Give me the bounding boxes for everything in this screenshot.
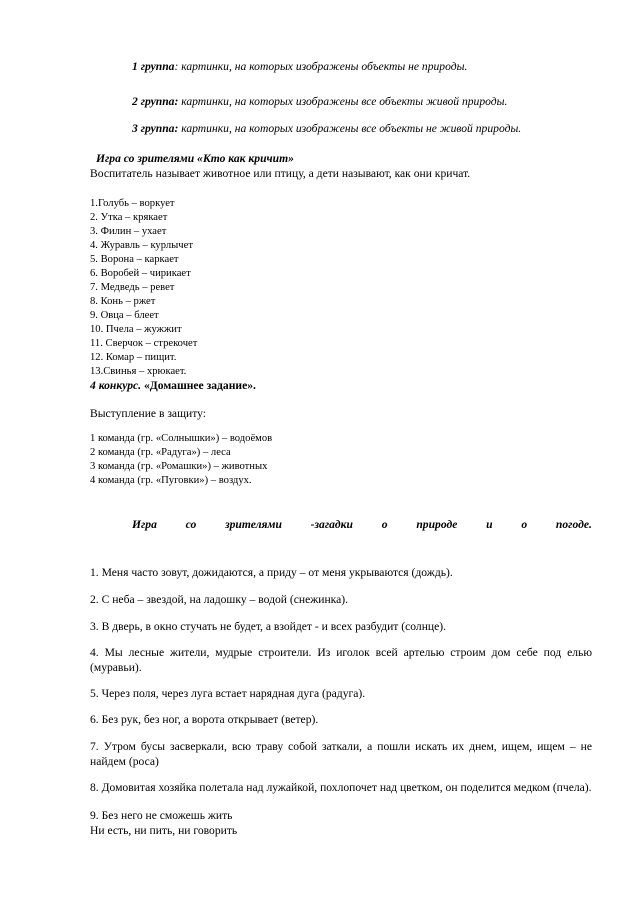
game2-word: о [521,518,528,531]
group-text: картинки, на которых изображены все объекты живой природы. [178,95,508,108]
game2-word: со [185,518,197,531]
riddle-9-line-1: 9. Без него не сможешь жить [90,809,233,822]
list-item: 11. Сверчок – стрекочет [90,338,198,349]
group-text: картинки, на которых изображены объекты не природы. [178,60,468,73]
game2-word: и [486,518,493,531]
contest-label: 4 конкурс. [90,379,142,392]
riddle-item: 1. Меня часто зовут, дожидаются, а приду – от меня укрываются (дождь). [90,566,453,579]
list-item: 4. Журавль – курлычет [90,240,193,251]
group-label: 1 группа [132,60,175,73]
game2-word: зрителями [225,518,282,531]
contest-heading [90,378,256,394]
list-item: 1.Голубь – воркует [90,198,175,209]
game2-word: погоде. [555,518,592,531]
riddle-9-line-2: Ни есть, ни пить, ни говорить [90,824,238,837]
game2-word: о [381,518,388,531]
group-sep: : [174,60,179,73]
game2-word: Игра [132,518,157,531]
list-item: 2. Утка – крякает [90,212,168,223]
riddle-item: 7. Утром бусы засверкали, всю траву собой заткали, а пошли искать их днем, ищем, ищем – не найдем (роса) [90,740,592,768]
game1-intro: Воспитатель называет животное или птицу, а дети называют, как они кричат. [90,167,471,180]
list-item: 9. Овца – блеет [90,310,159,321]
list-item: 7. Медведь – ревет [90,282,175,293]
team-item: 1 команда (гр. «Солнышки») – водоёмов [90,433,273,444]
list-item: 10. Пчела – жужжит [90,324,182,335]
list-item: 5. Ворона – каркает [90,254,179,265]
list-item: 6. Воробей – чирикает [90,268,191,279]
list-item: 3. Филин – ухает [90,226,167,237]
game2-title [132,517,592,533]
riddle-item: 8. Домовитая хозяйка полетала над лужайкой, похлопочет над цветком, он поделится медком (пчела). [90,781,592,794]
contest-title: «Домашнее задание». [141,379,256,392]
riddle-item: 5. Через поля, через луга встает нарядная дуга (радуга). [90,687,366,700]
team-item: 3 команда (гр. «Ромашки») – животных [90,461,268,472]
list-item: 8. Конь – ржет [90,296,156,307]
game2-word: -загадки [310,518,354,531]
group-line-1 [132,59,467,75]
contest-intro: Выступление в защиту: [90,407,206,420]
group-text: картинки, на которых изображены все объекты не живой природы. [178,122,522,135]
group-label: 2 группа: [132,95,179,108]
riddle-item: 3. В дверь, в окно стучать не будет, а взойдет - и всех разбудит (солнце). [90,620,447,633]
riddle-item: 4. Мы лесные жители, мудрые строители. Из иголок всей артелью строим дом себе под елью (муравьи). [90,646,592,674]
group-line-3 [132,121,521,137]
group-label: 3 группа: [132,122,179,135]
list-item: 13.Свинья – хрюкает. [90,366,187,377]
game1-title: Игра со зрителями «Кто как кричит» [96,152,294,165]
team-item: 2 команда (гр. «Радуга») – леса [90,447,231,458]
team-item: 4 команда (гр. «Пуговки») – воздух. [90,475,252,486]
riddle-item: 6. Без рук, без ног, а ворота открывает (ветер). [90,713,319,726]
riddle-item: 2. С неба – звездой, на ладошку – водой (снежинка). [90,593,349,606]
list-item: 12. Комар – пищит. [90,352,177,363]
game2-word: природе [416,518,458,531]
group-line-2 [132,94,507,110]
